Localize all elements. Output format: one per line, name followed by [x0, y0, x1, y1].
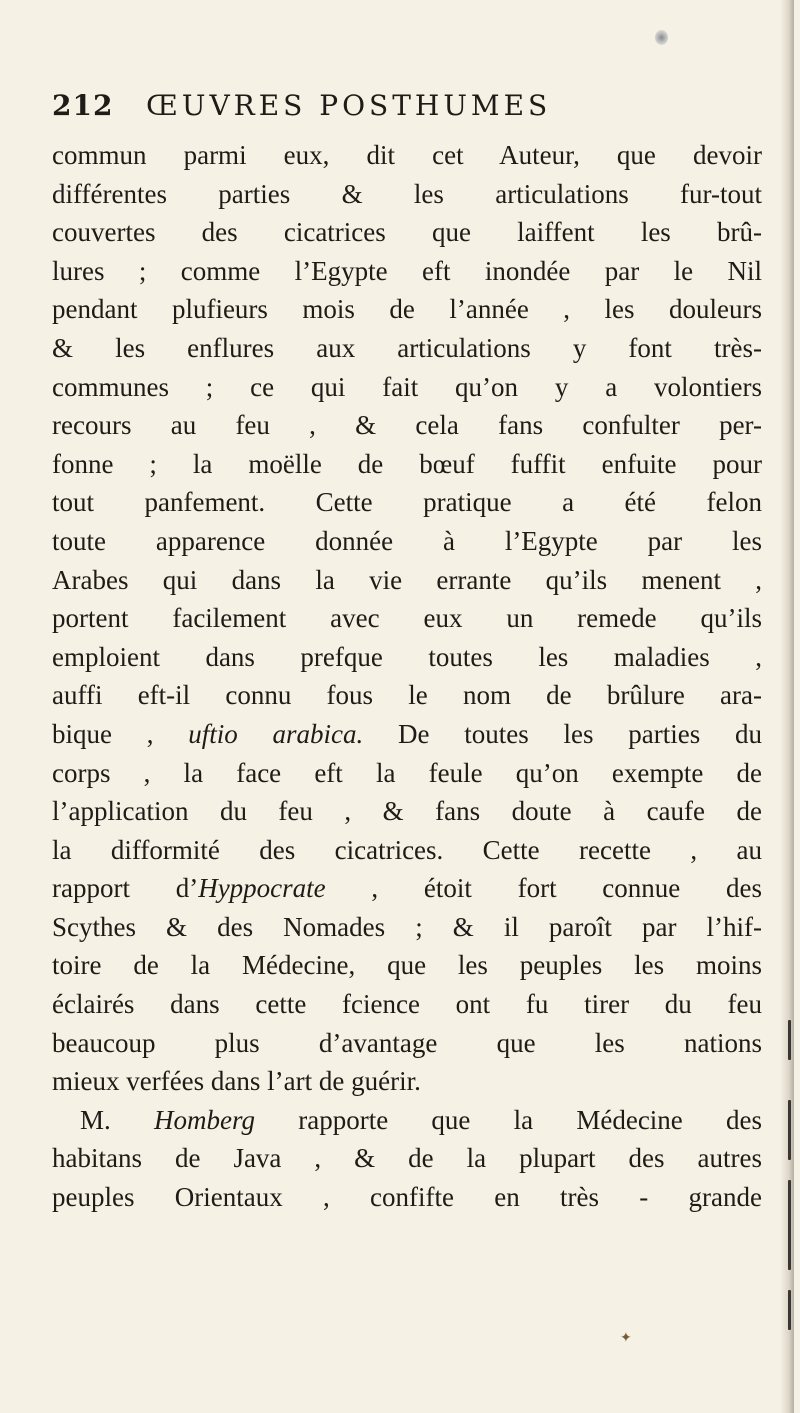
text-line: différentes parties & les articulations fur-tout: [52, 178, 762, 209]
text-line: lures ; comme l’Egypte eft inondée par le Nil: [52, 255, 762, 286]
text-line: la difformité des cicatrices. Cette recette , au: [52, 834, 762, 865]
text-line-with-italic: [52, 1101, 762, 1140]
italic-term: uftio arabica.: [188, 718, 364, 749]
page-edge-shadow: [780, 0, 794, 1413]
text-span: rapporte que la Médecine des: [255, 1104, 763, 1135]
text-line: Scythes & des Nomades ; & il paroît par l’hif-: [52, 911, 762, 942]
text-line: fonne ; la moëlle de bœuf fuffit enfuite pour: [52, 448, 762, 479]
text-line: toute apparence donnée à l’Egypte par les: [52, 525, 762, 556]
text-line-with-italic: [52, 715, 762, 754]
page-edge-mark: [788, 1020, 791, 1060]
text-line: peuples Orientaux , confifte en très - grande: [52, 1182, 762, 1213]
page-number: 212: [52, 89, 114, 122]
text-line: mieux verfées dans l’art de guérir.: [52, 1066, 421, 1097]
text-span: bique ,: [52, 718, 189, 749]
ink-speck: [655, 30, 668, 45]
running-title: ŒUVRES POSTHUMES: [146, 89, 552, 122]
text-line: pendant plufieurs mois de l’année , les douleurs: [52, 294, 762, 325]
text-span: , étoit fort connue des: [325, 873, 762, 904]
text-line: éclairés dans cette fcience ont fu tirer du feu: [52, 989, 762, 1020]
text-line: & les enflures aux articulations y font très-: [52, 332, 762, 363]
text-line: recours au feu , & cela fans confulter per-: [52, 410, 762, 441]
text-line: commun parmi eux, dit cet Auteur, que devoir: [52, 140, 762, 170]
text-line: portent facilement avec eux un remede qu’ils: [52, 603, 762, 634]
printer-mark: ✦: [620, 1330, 632, 1346]
text-line: Arabes qui dans la vie errante qu’ils menent ,: [52, 564, 762, 595]
page-edge-mark: [788, 1180, 791, 1270]
text-line: toire de la Médecine, que les peuples les moins: [52, 950, 762, 981]
text-span: rapport d’: [52, 873, 199, 904]
italic-name: Hyppocrate: [198, 873, 326, 904]
running-header: [52, 86, 752, 126]
text-line: l’application du feu , & fans doute à caufe de: [52, 796, 762, 827]
text-line: auffi eft-il connu fous le nom de brûlure ara-: [52, 680, 762, 711]
text-line: corps , la face eft la feule qu’on exempte de: [52, 757, 762, 788]
text-line: beaucoup plus d’avantage que les nations: [52, 1027, 762, 1058]
italic-name: Homberg: [154, 1104, 255, 1135]
text-span: De toutes les parties du: [363, 718, 762, 749]
text-line: emploient dans prefque toutes les maladies ,: [52, 641, 762, 672]
text-span: M.: [80, 1104, 154, 1135]
page-edge-mark: [788, 1100, 791, 1160]
body-text: [52, 136, 762, 1217]
text-line: habitans de Java , & de la plupart des autres: [52, 1143, 762, 1174]
text-line: couvertes des cicatrices que laiffent les brû-: [52, 217, 762, 248]
page-edge-mark: [788, 1290, 791, 1330]
text-line: tout panfement. Cette pratique a été felon: [52, 487, 762, 518]
text-line: communes ; ce qui fait qu’on y a volontiers: [52, 371, 762, 402]
text-line-with-italic: [52, 869, 762, 908]
